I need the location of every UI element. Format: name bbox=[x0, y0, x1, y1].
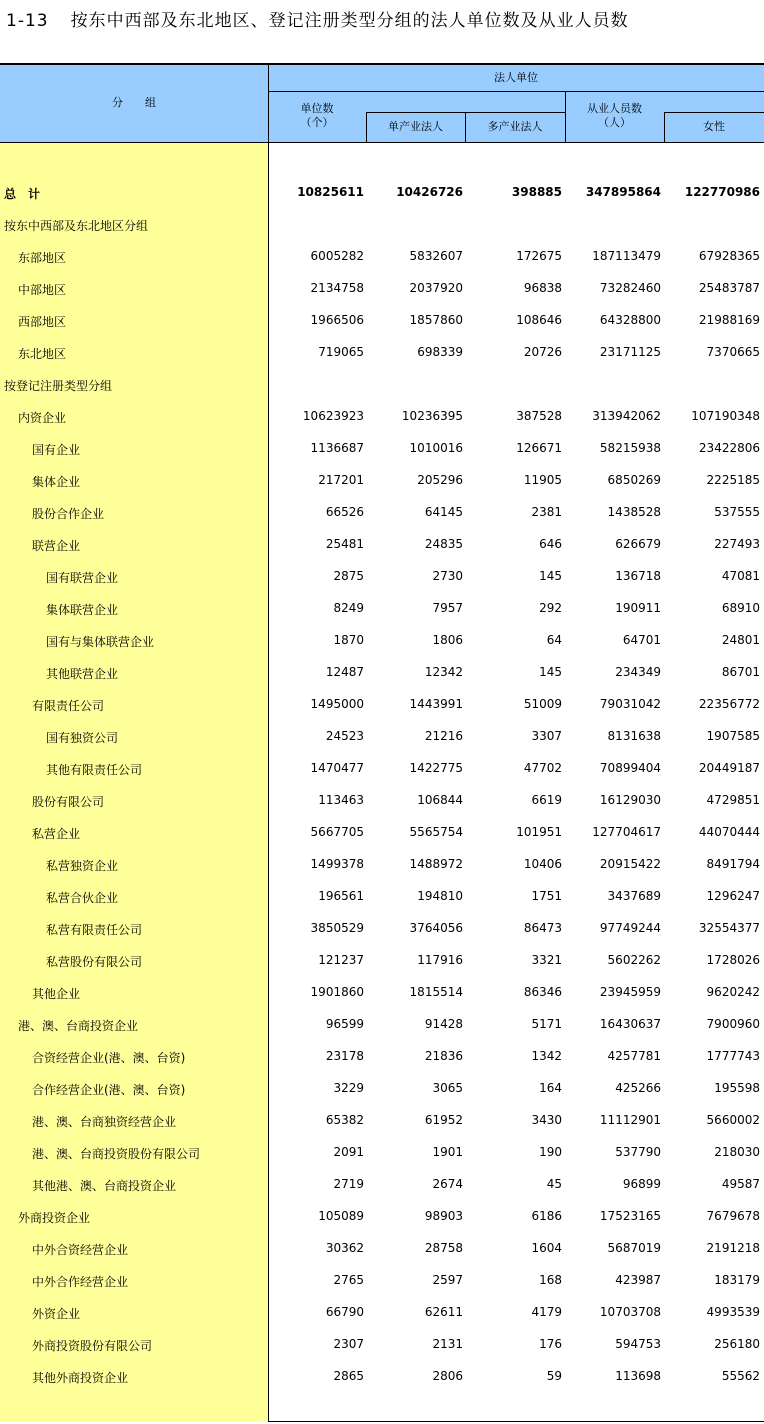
row-label: 中部地区 bbox=[18, 283, 67, 297]
row-value: 4993539 bbox=[706, 1305, 760, 1319]
table-row bbox=[0, 624, 764, 656]
row-value: 73282460 bbox=[599, 281, 661, 295]
row-value: 187113479 bbox=[592, 249, 661, 263]
row-label: 股份合作企业 bbox=[32, 507, 105, 521]
row-value: 7370665 bbox=[706, 345, 760, 359]
table-row bbox=[0, 272, 764, 304]
row-value: 8491794 bbox=[706, 857, 760, 871]
row-value: 10703708 bbox=[599, 1305, 661, 1319]
row-label: 外商投资企业 bbox=[18, 1211, 91, 1225]
table-number: 1-13 bbox=[6, 11, 49, 31]
row-value: 107190348 bbox=[691, 409, 760, 423]
row-value: 105089 bbox=[318, 1209, 364, 1223]
row-value: 4729851 bbox=[706, 793, 760, 807]
row-value: 1438528 bbox=[607, 505, 661, 519]
row-value: 16430637 bbox=[599, 1017, 661, 1031]
row-value: 126671 bbox=[516, 441, 562, 455]
row-label: 港、澳、台商独资经营企业 bbox=[32, 1115, 177, 1129]
row-value: 58215938 bbox=[599, 441, 661, 455]
header-rule-sub1 bbox=[366, 112, 566, 113]
row-value: 1870 bbox=[333, 633, 364, 647]
row-value: 21836 bbox=[424, 1049, 463, 1063]
row-value: 49587 bbox=[721, 1177, 760, 1191]
row-value: 3321 bbox=[531, 953, 562, 967]
row-label: 中外合作经营企业 bbox=[32, 1275, 129, 1289]
row-value: 1296247 bbox=[706, 889, 760, 903]
row-value: 1966506 bbox=[310, 313, 364, 327]
row-value: 1470477 bbox=[310, 761, 364, 775]
table-title: 按东中西部及东北地区、登记注册类型分组的法人单位数及从业人员数 bbox=[70, 11, 629, 31]
row-value: 23945959 bbox=[599, 985, 661, 999]
row-value: 6186 bbox=[531, 1209, 562, 1223]
row-value: 1136687 bbox=[310, 441, 364, 455]
row-label: 总 计 bbox=[4, 187, 41, 201]
row-value: 2806 bbox=[432, 1369, 463, 1383]
table-row bbox=[0, 816, 764, 848]
row-value: 7957 bbox=[432, 601, 463, 615]
row-label: 集体联营企业 bbox=[46, 603, 119, 617]
row-value: 113463 bbox=[318, 793, 364, 807]
row-value: 1728026 bbox=[706, 953, 760, 967]
row-label: 港、澳、台商投资股份有限公司 bbox=[32, 1147, 201, 1161]
row-value: 256180 bbox=[714, 1337, 760, 1351]
row-value: 66790 bbox=[325, 1305, 364, 1319]
table-row bbox=[0, 1072, 764, 1104]
row-value: 8249 bbox=[333, 601, 364, 615]
row-value: 1806 bbox=[432, 633, 463, 647]
row-value: 2730 bbox=[432, 569, 463, 583]
row-value: 2225185 bbox=[706, 473, 760, 487]
row-value: 2875 bbox=[333, 569, 364, 583]
table-row bbox=[0, 1040, 764, 1072]
row-value: 2091 bbox=[333, 1145, 364, 1159]
row-value: 3065 bbox=[432, 1081, 463, 1095]
table-row bbox=[0, 880, 764, 912]
row-value: 44070444 bbox=[698, 825, 760, 839]
row-value: 2865 bbox=[333, 1369, 364, 1383]
row-value: 5832607 bbox=[409, 249, 463, 263]
row-value: 2597 bbox=[432, 1273, 463, 1287]
row-value: 6619 bbox=[531, 793, 562, 807]
row-value: 2719 bbox=[333, 1177, 364, 1191]
row-value: 387528 bbox=[516, 409, 562, 423]
row-value: 16129030 bbox=[599, 793, 661, 807]
row-value: 23171125 bbox=[599, 345, 661, 359]
data-table bbox=[0, 62, 764, 1424]
row-value: 7679678 bbox=[706, 1209, 760, 1223]
row-value: 1901860 bbox=[310, 985, 364, 999]
row-value: 646 bbox=[539, 537, 562, 551]
table-row bbox=[0, 208, 764, 240]
row-value: 313942062 bbox=[592, 409, 661, 423]
row-value: 86346 bbox=[523, 985, 562, 999]
row-value: 1907585 bbox=[706, 729, 760, 743]
row-value: 1901 bbox=[432, 1145, 463, 1159]
row-label: 其他港、澳、台商投资企业 bbox=[32, 1179, 177, 1193]
table-row bbox=[0, 240, 764, 272]
row-value: 698339 bbox=[417, 345, 463, 359]
row-value: 6005282 bbox=[310, 249, 364, 263]
row-value: 86473 bbox=[523, 921, 562, 935]
row-value: 1488972 bbox=[409, 857, 463, 871]
row-value: 1751 bbox=[531, 889, 562, 903]
row-label: 东部地区 bbox=[18, 251, 67, 265]
row-label: 私营独资企业 bbox=[46, 859, 119, 873]
row-value: 5565754 bbox=[409, 825, 463, 839]
table-row bbox=[0, 720, 764, 752]
row-value: 195598 bbox=[714, 1081, 760, 1095]
row-value: 47081 bbox=[721, 569, 760, 583]
table-row bbox=[0, 944, 764, 976]
row-value: 2037920 bbox=[409, 281, 463, 295]
row-value: 117916 bbox=[417, 953, 463, 967]
header-employees bbox=[565, 102, 664, 130]
row-label: 中外合资经营企业 bbox=[32, 1243, 129, 1257]
row-value: 11905 bbox=[523, 473, 562, 487]
row-label: 按东中西部及东北地区分组 bbox=[4, 219, 149, 233]
row-value: 1815514 bbox=[409, 985, 463, 999]
row-value: 1010016 bbox=[409, 441, 463, 455]
row-value: 196561 bbox=[318, 889, 364, 903]
row-value: 145 bbox=[539, 569, 562, 583]
row-value: 398885 bbox=[511, 185, 562, 199]
page-title bbox=[6, 6, 629, 31]
row-value: 2134758 bbox=[310, 281, 364, 295]
row-value: 65382 bbox=[325, 1113, 364, 1127]
row-value: 1499378 bbox=[310, 857, 364, 871]
row-value: 8131638 bbox=[607, 729, 661, 743]
row-value: 1422775 bbox=[409, 761, 463, 775]
row-value: 108646 bbox=[516, 313, 562, 327]
row-label: 港、澳、台商投资企业 bbox=[18, 1019, 139, 1033]
table-row bbox=[0, 688, 764, 720]
table-row bbox=[0, 496, 764, 528]
row-value: 190 bbox=[539, 1145, 562, 1159]
row-value: 2307 bbox=[333, 1337, 364, 1351]
row-value: 97749244 bbox=[599, 921, 661, 935]
row-value: 6850269 bbox=[607, 473, 661, 487]
row-value: 47702 bbox=[523, 761, 562, 775]
row-value: 20726 bbox=[523, 345, 562, 359]
row-value: 3430 bbox=[531, 1113, 562, 1127]
row-value: 25483787 bbox=[698, 281, 760, 295]
header-group: 分 组 bbox=[112, 96, 156, 109]
row-value: 101951 bbox=[516, 825, 562, 839]
row-value: 106844 bbox=[417, 793, 463, 807]
row-value: 68910 bbox=[721, 601, 760, 615]
table-row bbox=[0, 1200, 764, 1232]
row-label: 合作经营企业(港、澳、台资) bbox=[32, 1083, 186, 1097]
row-value: 176 bbox=[539, 1337, 562, 1351]
table-row bbox=[0, 1104, 764, 1136]
table-row bbox=[0, 592, 764, 624]
table-row bbox=[0, 368, 764, 400]
row-value: 423987 bbox=[615, 1273, 661, 1287]
row-value: 96838 bbox=[523, 281, 562, 295]
row-value: 1495000 bbox=[310, 697, 364, 711]
row-label: 西部地区 bbox=[18, 315, 67, 329]
row-value: 10426726 bbox=[396, 185, 463, 199]
row-value: 98903 bbox=[424, 1209, 463, 1223]
row-value: 3229 bbox=[333, 1081, 364, 1095]
row-value: 217201 bbox=[318, 473, 364, 487]
row-value: 10236395 bbox=[401, 409, 463, 423]
table-row bbox=[0, 784, 764, 816]
table-row bbox=[0, 848, 764, 880]
row-value: 1857860 bbox=[409, 313, 463, 327]
row-label: 其他有限责任公司 bbox=[46, 763, 143, 777]
row-value: 23178 bbox=[325, 1049, 364, 1063]
row-label: 私营有限责任公司 bbox=[46, 923, 143, 937]
row-label: 内资企业 bbox=[18, 411, 67, 425]
row-value: 164 bbox=[539, 1081, 562, 1095]
row-value: 28758 bbox=[424, 1241, 463, 1255]
row-label: 其他联营企业 bbox=[46, 667, 119, 681]
header-single-industry: 单产业法人 bbox=[388, 120, 443, 133]
table-row bbox=[0, 336, 764, 368]
row-value: 218030 bbox=[714, 1145, 760, 1159]
header-legal-units: 法人单位 bbox=[494, 71, 538, 84]
row-label: 国有联营企业 bbox=[46, 571, 119, 585]
header-bottom-rule bbox=[0, 142, 764, 143]
row-value: 64328800 bbox=[599, 313, 661, 327]
row-label: 私营企业 bbox=[32, 827, 81, 841]
row-value: 21216 bbox=[424, 729, 463, 743]
row-label: 国有与集体联营企业 bbox=[46, 635, 155, 649]
row-value: 45 bbox=[546, 1177, 562, 1191]
row-label: 其他外商投资企业 bbox=[32, 1371, 129, 1385]
row-value: 96599 bbox=[325, 1017, 364, 1031]
row-label: 东北地区 bbox=[18, 347, 67, 361]
row-value: 3850529 bbox=[310, 921, 364, 935]
row-label: 股份有限公司 bbox=[32, 795, 105, 809]
row-value: 537555 bbox=[714, 505, 760, 519]
row-value: 234349 bbox=[615, 665, 661, 679]
row-value: 86701 bbox=[721, 665, 760, 679]
table-row bbox=[0, 976, 764, 1008]
row-label: 合资经营企业(港、澳、台资) bbox=[32, 1051, 186, 1065]
row-value: 113698 bbox=[615, 1369, 661, 1383]
row-value: 122770986 bbox=[684, 185, 760, 199]
row-value: 24523 bbox=[325, 729, 364, 743]
row-value: 205296 bbox=[417, 473, 463, 487]
row-value: 3307 bbox=[531, 729, 562, 743]
row-value: 172675 bbox=[516, 249, 562, 263]
row-value: 20449187 bbox=[698, 761, 760, 775]
row-value: 2765 bbox=[333, 1273, 364, 1287]
row-value: 1342 bbox=[531, 1049, 562, 1063]
row-value: 5687019 bbox=[607, 1241, 661, 1255]
row-value: 136718 bbox=[615, 569, 661, 583]
row-value: 2381 bbox=[531, 505, 562, 519]
row-label: 国有企业 bbox=[32, 443, 81, 457]
row-value: 1443991 bbox=[409, 697, 463, 711]
row-value: 51009 bbox=[523, 697, 562, 711]
row-value: 719065 bbox=[318, 345, 364, 359]
row-value: 190911 bbox=[615, 601, 661, 615]
row-value: 227493 bbox=[714, 537, 760, 551]
row-label: 联营企业 bbox=[32, 539, 81, 553]
row-value: 594753 bbox=[615, 1337, 661, 1351]
row-value: 3764056 bbox=[409, 921, 463, 935]
row-label: 外商投资股份有限公司 bbox=[32, 1339, 153, 1353]
row-value: 3437689 bbox=[607, 889, 661, 903]
row-value: 537790 bbox=[615, 1145, 661, 1159]
row-value: 91428 bbox=[424, 1017, 463, 1031]
row-value: 64 bbox=[546, 633, 562, 647]
row-value: 59 bbox=[546, 1369, 562, 1383]
row-value: 64145 bbox=[424, 505, 463, 519]
row-value: 12342 bbox=[424, 665, 463, 679]
row-value: 145 bbox=[539, 665, 562, 679]
row-value: 1777743 bbox=[706, 1049, 760, 1063]
header-employees-unit: （人） bbox=[598, 116, 631, 129]
row-value: 292 bbox=[539, 601, 562, 615]
row-value: 24835 bbox=[424, 537, 463, 551]
row-value: 17523165 bbox=[599, 1209, 661, 1223]
row-value: 5171 bbox=[531, 1017, 562, 1031]
row-value: 10825611 bbox=[297, 185, 364, 199]
row-value: 10406 bbox=[523, 857, 562, 871]
row-value: 1604 bbox=[531, 1241, 562, 1255]
row-label: 按登记注册类型分组 bbox=[4, 379, 113, 393]
table-row bbox=[0, 464, 764, 496]
table-row bbox=[0, 560, 764, 592]
row-value: 21988169 bbox=[698, 313, 760, 327]
row-label: 其他企业 bbox=[32, 987, 81, 1001]
row-value: 4257781 bbox=[607, 1049, 661, 1063]
row-value: 194810 bbox=[417, 889, 463, 903]
row-value: 24801 bbox=[721, 633, 760, 647]
row-value: 12487 bbox=[325, 665, 364, 679]
header-female: 女性 bbox=[703, 120, 725, 133]
row-value: 127704617 bbox=[592, 825, 661, 839]
row-value: 5602262 bbox=[607, 953, 661, 967]
row-value: 9620242 bbox=[706, 985, 760, 999]
row-value: 96899 bbox=[622, 1177, 661, 1191]
table-row bbox=[0, 1296, 764, 1328]
row-value: 2674 bbox=[432, 1177, 463, 1191]
row-value: 79031042 bbox=[599, 697, 661, 711]
row-value: 66526 bbox=[325, 505, 364, 519]
row-value: 25481 bbox=[325, 537, 364, 551]
table-row bbox=[0, 400, 764, 432]
row-value: 626679 bbox=[615, 537, 661, 551]
row-value: 347895864 bbox=[585, 185, 661, 199]
row-value: 67928365 bbox=[698, 249, 760, 263]
table-top-rule bbox=[0, 63, 764, 65]
table-row bbox=[0, 528, 764, 560]
row-value: 11112901 bbox=[599, 1113, 661, 1127]
row-value: 425266 bbox=[615, 1081, 661, 1095]
table-row bbox=[0, 1008, 764, 1040]
row-label: 私营股份有限公司 bbox=[46, 955, 143, 969]
row-value: 7900960 bbox=[706, 1017, 760, 1031]
row-value: 20915422 bbox=[599, 857, 661, 871]
table-row bbox=[0, 912, 764, 944]
row-value: 2131 bbox=[432, 1337, 463, 1351]
header-unit-count bbox=[268, 102, 366, 130]
header-unit-count-unit: （个） bbox=[300, 116, 334, 129]
row-value: 10623923 bbox=[302, 409, 364, 423]
header-multi-industry: 多产业法人 bbox=[487, 120, 543, 133]
table-row bbox=[0, 656, 764, 688]
header-rule-sub2 bbox=[664, 112, 764, 113]
row-value: 4179 bbox=[531, 1305, 562, 1319]
row-value: 64701 bbox=[622, 633, 661, 647]
row-value: 121237 bbox=[318, 953, 364, 967]
table-row bbox=[0, 1328, 764, 1360]
row-value: 22356772 bbox=[698, 697, 760, 711]
row-label: 国有独资公司 bbox=[46, 731, 119, 745]
row-value: 5667705 bbox=[310, 825, 364, 839]
row-value: 55562 bbox=[721, 1369, 760, 1383]
table-row bbox=[0, 752, 764, 784]
table-row bbox=[0, 1136, 764, 1168]
row-value: 30362 bbox=[325, 1241, 364, 1255]
row-label: 私营合伙企业 bbox=[46, 891, 119, 905]
table-row bbox=[0, 176, 764, 208]
row-value: 2191218 bbox=[706, 1241, 760, 1255]
row-label: 外资企业 bbox=[32, 1307, 81, 1321]
row-value: 5660002 bbox=[706, 1113, 760, 1127]
row-value: 61952 bbox=[424, 1113, 463, 1127]
row-value: 168 bbox=[539, 1273, 562, 1287]
table-row bbox=[0, 432, 764, 464]
header-unit-count-label: 单位数 bbox=[300, 102, 334, 115]
header-rule-legal-units bbox=[268, 91, 764, 92]
row-label: 有限责任公司 bbox=[32, 699, 105, 713]
table-row bbox=[0, 1264, 764, 1296]
table-row bbox=[0, 1360, 764, 1392]
header-employees-label: 从业人员数 bbox=[587, 102, 642, 115]
row-value: 70899404 bbox=[599, 761, 661, 775]
table-bottom-rule bbox=[268, 1421, 764, 1422]
row-value: 32554377 bbox=[698, 921, 760, 935]
row-value: 183179 bbox=[714, 1273, 760, 1287]
row-value: 62611 bbox=[424, 1305, 463, 1319]
table-row bbox=[0, 1232, 764, 1264]
table-row bbox=[0, 1168, 764, 1200]
table-row bbox=[0, 304, 764, 336]
row-label: 集体企业 bbox=[32, 475, 81, 489]
row-value: 23422806 bbox=[698, 441, 760, 455]
